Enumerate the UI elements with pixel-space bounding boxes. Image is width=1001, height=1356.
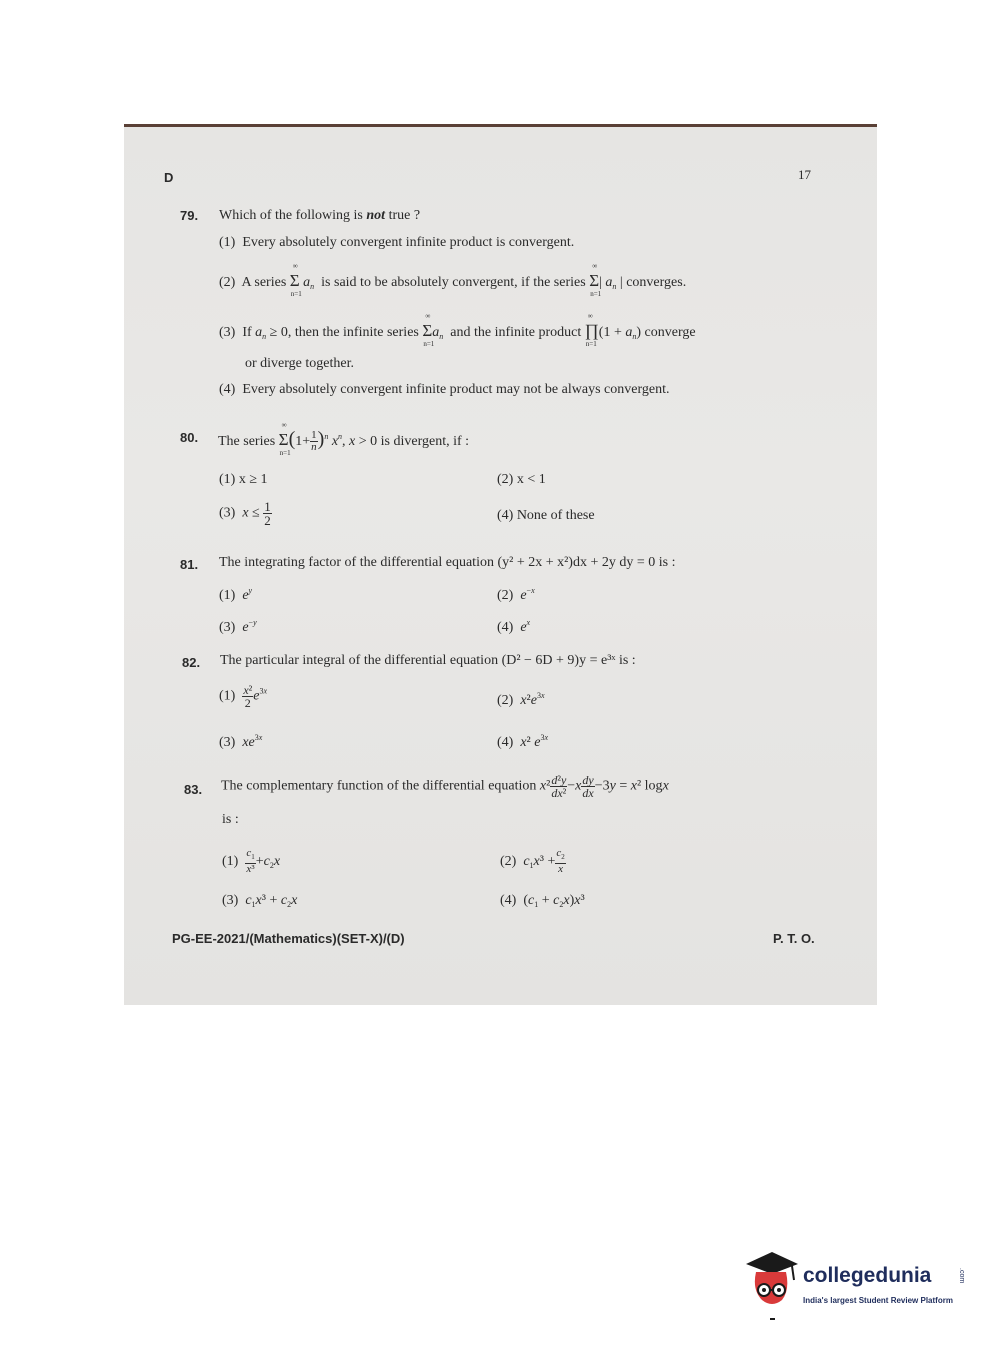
- page-number: 17: [798, 167, 811, 182]
- question-80-stem: The series ∞ Σ n=1 (1+ $\frac{1}{n}$ )$^n$ $x^n$, x > 0 is divergent, if :: [218, 421, 470, 457]
- question-80-option-1: (1) x ≥ 1: [219, 472, 268, 487]
- question-83-option-1: (1) $\frac{c_1}{\text{x³}}$ $+c_2x$: [222, 847, 281, 876]
- question-81-option-2: (2) $e^{-x}$: [497, 586, 535, 603]
- question-82-option-4: (4) x² $e^{3x}$: [497, 733, 549, 750]
- question-82-option-1: (1) $\frac{\text{x²}}{2}$ $e^{3x}$: [219, 683, 268, 710]
- question-80-option-2: (2) x < 1: [497, 472, 546, 487]
- question-79-stem: Which of the following is not true ?: [219, 208, 421, 223]
- paper-code: PG-EE-2021/(Mathematics)(SET-X)/(D): [172, 931, 405, 946]
- question-79-option-4: (4) Every absolutely convergent infinite product may not be always convergent.: [219, 382, 670, 397]
- question-82-option-2: (2) $x^2e^{3x}$: [497, 691, 545, 708]
- question-83-stem: The complementary function of the differential equation x² $\frac{\text{d²y}}{\text{dx²}}$ −x $\frac{dy}{dx}$ −3y = x² logx: [221, 773, 669, 800]
- question-83-stem-cont: is :: [222, 812, 239, 827]
- question-81-number: 81.: [180, 557, 199, 572]
- collegedunia-tagline: India's largest Student Review Platform: [803, 1296, 953, 1305]
- question-79-option-3: (3) If $a_n \ge 0$, then the infinite series ∞ Σ n=1 $a_n$ and the infinite product ∞ ∏ n=1 $(1 + a_n)$ converge: [219, 312, 696, 348]
- question-79-number: 79.: [180, 208, 199, 223]
- question-82-number: 82.: [182, 655, 201, 670]
- question-81-stem: The integrating factor of the differential equation (y² + 2x + x²)dx + 2y dy = 0 is :: [219, 555, 676, 570]
- question-79-option-3-cont: or diverge together.: [245, 356, 354, 371]
- question-82-option-3: (3) $xe^{3x}$: [219, 733, 263, 750]
- question-82-stem: The particular integral of the differential equation (D² − 6D + 9)y = e³ˣ is :: [220, 653, 636, 668]
- question-83-number: 83.: [184, 782, 203, 797]
- question-80-option-4: (4) None of these: [497, 508, 595, 523]
- collegedunia-logo-name: collegedunia: [803, 1264, 932, 1287]
- question-83-option-3: (3) $c_1x^3 + c_2x$: [222, 893, 298, 909]
- question-83-option-2: (2) $c_1x^3$ + $\frac{c_2}{x}$: [500, 847, 565, 876]
- question-81-option-1: (1) $e^y$: [219, 586, 253, 603]
- question-81-option-3: (3) $e^{-y}$: [219, 618, 257, 635]
- pto-label: P. T. O.: [773, 931, 815, 946]
- set-letter: D: [164, 170, 174, 185]
- collegedunia-logo-suffix: .com: [958, 1268, 965, 1284]
- question-83-option-4: (4) $(c_1 + c_2x)x^3$: [500, 893, 585, 909]
- question-80-number: 80.: [180, 430, 199, 445]
- question-79-option-1: (1) Every absolutely convergent infinite product is convergent.: [219, 235, 575, 250]
- logo-stroke-mark: [770, 1318, 775, 1320]
- question-79-option-2: (2) A series ∞ Σ n=1 $a_n$ is said to be absolutely convergent, if the series ∞ Σ n=1 | $a_n$ | converges.: [219, 262, 687, 298]
- question-80-option-3: (3) x ≤ $\frac{1}{2}$: [219, 499, 271, 528]
- collegedunia-logo-mark: [742, 1250, 802, 1310]
- question-81-option-4: (4) $e^x$: [497, 618, 531, 635]
